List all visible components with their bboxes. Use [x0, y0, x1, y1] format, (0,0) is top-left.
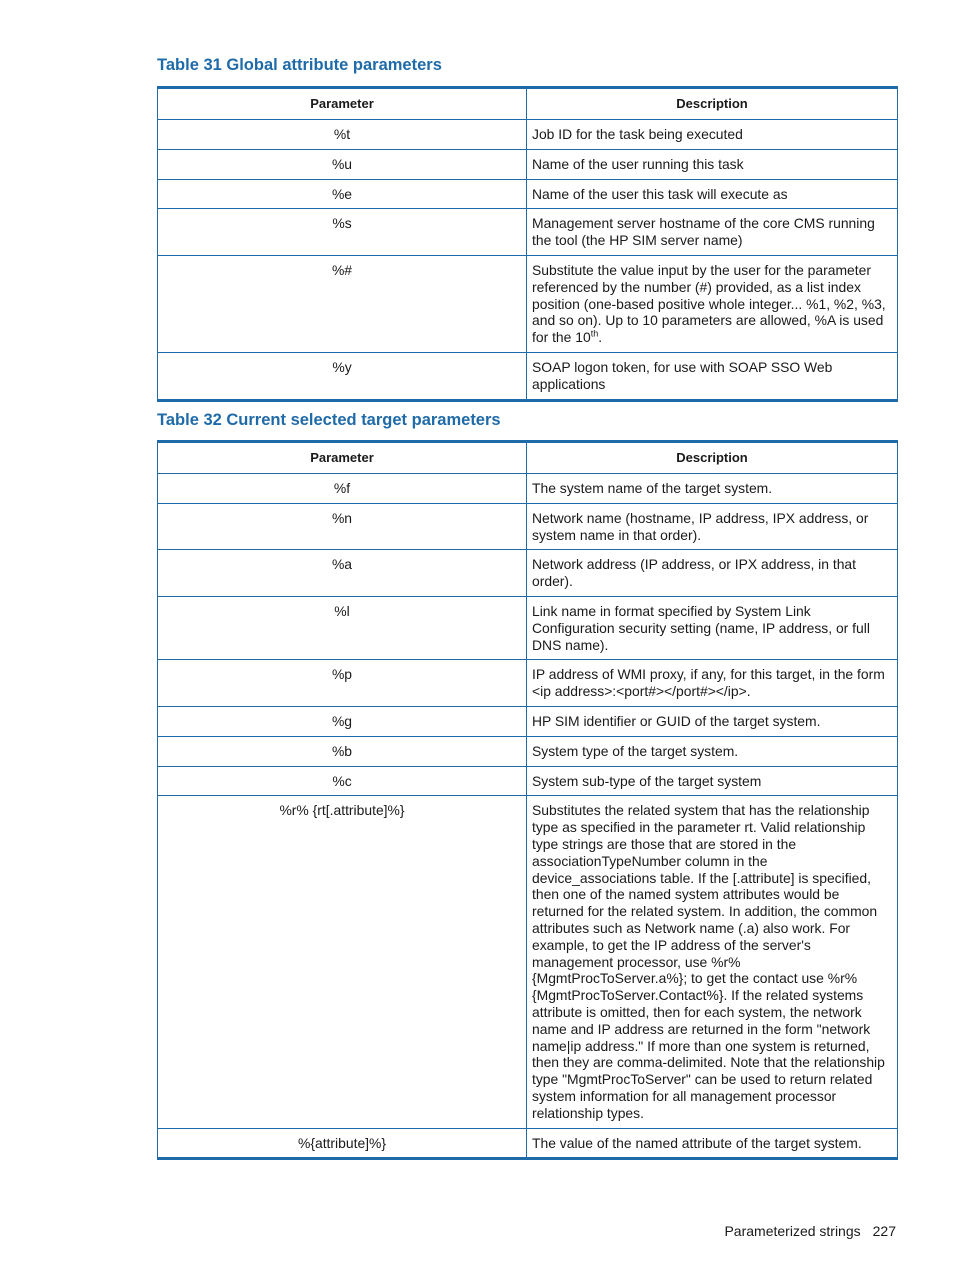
table-32 [157, 440, 898, 1160]
description-cell: Link name in format specified by System Link Configuration security setting (name, IP address, or full DNS name). [527, 596, 898, 659]
table-row [158, 706, 898, 736]
table-31-caption: Table 31 Global attribute parameters [157, 56, 442, 74]
column-header-description: Description [527, 88, 898, 120]
table-row [158, 660, 898, 707]
page-number: 227 [872, 1223, 896, 1239]
parameter-cell: %l [158, 596, 527, 659]
description-cell: Name of the user running this task [527, 149, 898, 179]
description-cell: IP address of WMI proxy, if any, for this target, in the form <ip address>:<port#></port#></ip>. [527, 660, 898, 707]
description-cell: Job ID for the task being executed [527, 120, 898, 150]
table-31 [157, 86, 898, 402]
parameter-cell: %t [158, 120, 527, 150]
parameter-cell: %g [158, 706, 527, 736]
table-row [158, 209, 898, 256]
parameter-cell: %b [158, 736, 527, 766]
table-row [158, 352, 898, 400]
table-row [158, 736, 898, 766]
table-row [158, 474, 898, 504]
description-cell: HP SIM identifier or GUID of the target system. [527, 706, 898, 736]
parameter-cell: %f [158, 474, 527, 504]
table-row [158, 179, 898, 209]
table-row [158, 550, 898, 597]
description-cell: System type of the target system. [527, 736, 898, 766]
column-header-description: Description [527, 442, 898, 474]
table-row [158, 120, 898, 150]
parameter-cell: %c [158, 766, 527, 796]
table-row [158, 596, 898, 659]
table-header-row [158, 88, 898, 120]
description-text: Substitute the value input by the user for the parameter referenced by the number (#) provided, as a list index position (one-based positive whole integer... %1, %2, %3, and so on). Up to 10 parameters are allowed, %A is used for the 10 [532, 261, 886, 346]
superscript-ordinal: th [590, 328, 599, 339]
table-header-row [158, 442, 898, 474]
description-cell: Network name (hostname, IP address, IPX address, or system name in that order). [527, 503, 898, 550]
table-row [158, 766, 898, 796]
table-row [158, 149, 898, 179]
description-cell: SOAP logon token, for use with SOAP SSO Web applications [527, 352, 898, 400]
parameter-cell: %{attribute]%} [158, 1128, 527, 1159]
page-footer [724, 1223, 896, 1239]
parameter-cell: %# [158, 255, 527, 352]
footer-section-title: Parameterized strings [724, 1223, 861, 1239]
parameter-cell: %e [158, 179, 527, 209]
table-row [158, 255, 898, 352]
description-cell: Management server hostname of the core CMS running the tool (the HP SIM server name) [527, 209, 898, 256]
description-tail: . [598, 329, 603, 346]
parameter-cell: %n [158, 503, 527, 550]
table-row [158, 796, 898, 1128]
parameter-cell: %r% {rt[.attribute]%} [158, 796, 527, 1128]
description-cell: Network address (IP address, or IPX address, in that order). [527, 550, 898, 597]
table-row [158, 503, 898, 550]
parameter-cell: %u [158, 149, 527, 179]
table-32-caption: Table 32 Current selected target parameters [157, 411, 501, 429]
parameter-cell: %s [158, 209, 527, 256]
parameter-cell: %p [158, 660, 527, 707]
column-header-parameter: Parameter [158, 442, 527, 474]
description-cell: The system name of the target system. [527, 474, 898, 504]
table-row [158, 1128, 898, 1159]
column-header-parameter: Parameter [158, 88, 527, 120]
description-cell [527, 255, 898, 352]
parameter-cell: %a [158, 550, 527, 597]
description-cell: Substitutes the related system that has the relationship type as specified in the parameter rt. Valid relationship type strings are those that are stored in the associationTypeNumber column in the device_associations table. If the [.attribute] is specified, then one of the named system attributes would be returned for the related system. In addition, the common attributes such as Network name (.a) also work. For example, to get the IP address of the server's management processor, use %r%{MgmtProcToServer.a%}; to get the contact use %r%{MgmtProcToServer.Contact%}. If the related systems attribute is omitted, then for each system, the network name and IP address are returned in the form "network name|ip address." If more than one system is returned, then they are comma-delimited. Note that the relationship type "MgmtProcToServer" can be used to return related system information for all management processor relationship types. [527, 796, 898, 1128]
parameter-cell: %y [158, 352, 527, 400]
description-cell: Name of the user this task will execute as [527, 179, 898, 209]
description-cell: System sub-type of the target system [527, 766, 898, 796]
description-cell: The value of the named attribute of the target system. [527, 1128, 898, 1159]
